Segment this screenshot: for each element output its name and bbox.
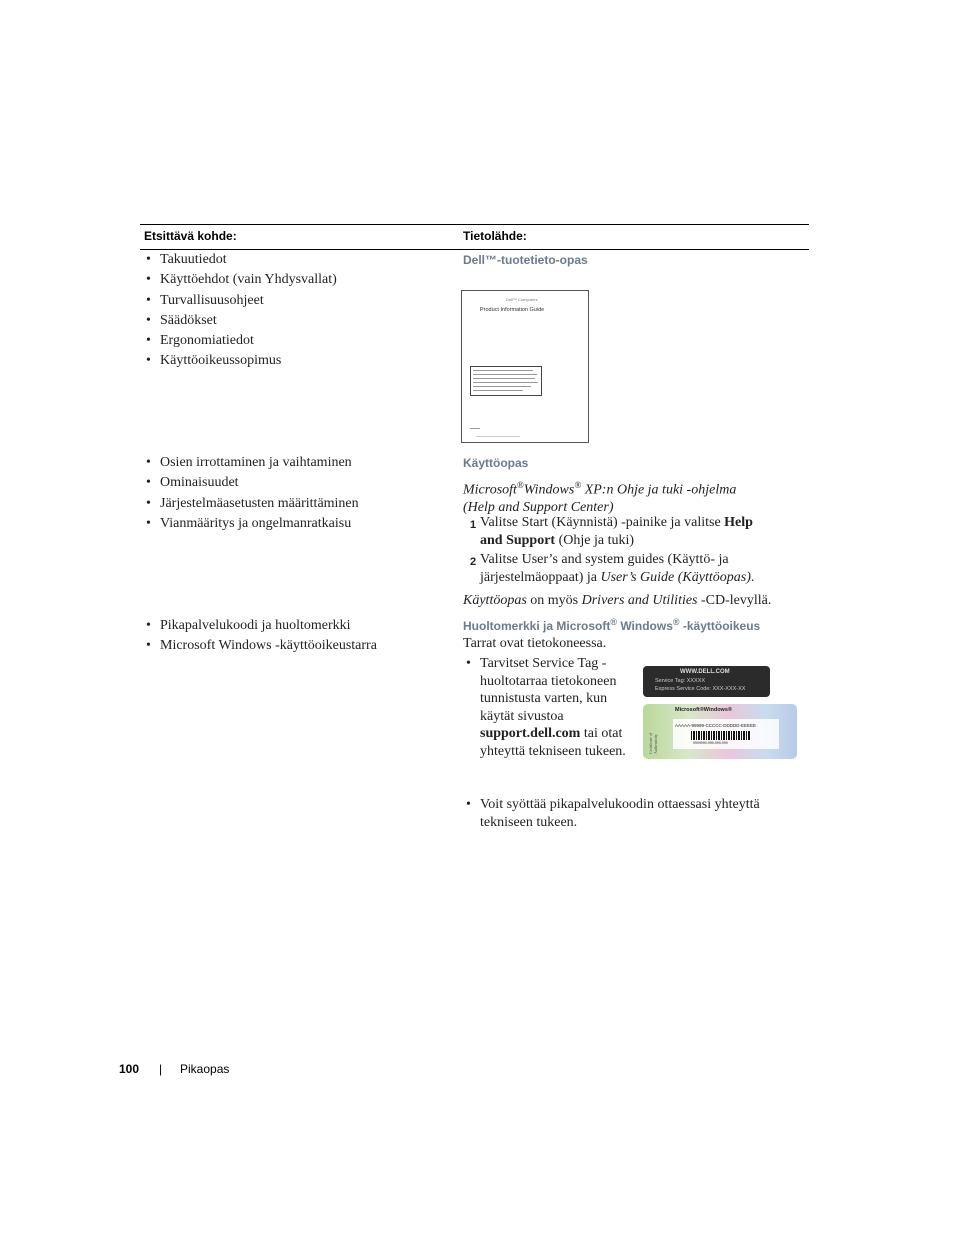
list-item: • Turvallisuusohjeet (144, 291, 337, 311)
table-top-rule (140, 224, 809, 225)
express-code-bullet: • Voit syöttää pikapalvelukoodin ottaessasi yhteyttä tekniseen tukeen. (466, 797, 760, 830)
service-tag-label-image: WWW.DELL.COM Service Tag: XXXXX Express Service Code: XXX-XXX-XX (643, 666, 770, 697)
row2-source-title: Käyttöopas (463, 456, 529, 470)
step2-number: 2 (470, 556, 477, 568)
header-col2: Tietolähde: (463, 229, 527, 243)
barcode (691, 731, 751, 740)
list-item: • Microsoft Windows -käyttöoikeustarra (144, 636, 377, 656)
list-item: • Käyttöoikeussopimus (144, 351, 337, 371)
page-number: 100 (119, 1062, 140, 1076)
list-item: • Vianmääritys ja ongelmanratkaisu (144, 514, 359, 534)
windows-coa-label-image: Certificate of Authenticity Microsoft®Windows® AAAAA-99999-CCCCC-DDDDD-EEEEE 9999999-999-999-999 (643, 704, 797, 759)
list-item: • Osien irrottaminen ja vaihtaminen (144, 453, 359, 473)
footer-title: Pikaopas (180, 1062, 230, 1076)
labels-intro: Tarrat ovat tietokoneessa. (463, 636, 607, 651)
row1-items (144, 250, 337, 372)
guide-warning-box (470, 366, 542, 396)
help-center-title: Microsoft®Windows® XP:n Ohje ja tuki -ohjelma (Help and Support Center) (463, 480, 737, 516)
list-item: • Säädökset (144, 311, 337, 331)
footer-separator: | (159, 1062, 163, 1076)
step2-text: Valitse User’s and system guides (Käyttö- ja järjestelmäoppaat) ja User’s Guide (Käyttöopas). (480, 552, 755, 585)
service-tag-bullet: • Tarvitset Service Tag -huoltotarraa tietokoneen tunnistusta varten, kun käytät sivustoa support.dell.com tai otat yhteyttä tekniseen tukeen. (466, 656, 626, 759)
list-item: • Ergonomiatiedot (144, 331, 337, 351)
cd-note: Käyttöopas on myös Drivers and Utilities -CD-levyllä. (463, 593, 772, 608)
guide-title: Product Information Guide (480, 307, 545, 313)
list-item: • Takuutiedot (144, 250, 337, 270)
header-col1: Etsittävä kohde: (144, 229, 237, 243)
list-item: • Käyttöehdot (vain Yhdysvallat) (144, 270, 337, 290)
row2-items (144, 453, 359, 534)
row3-items (144, 616, 377, 657)
product-guide-image (461, 290, 589, 443)
row1-source-title: Dell™-tuotetieto-opas (463, 253, 588, 267)
step1-number: 1 (470, 519, 477, 531)
list-item: • Pikapalvelukoodi ja huoltomerkki (144, 616, 377, 636)
guide-brand: Dell™ Computers (506, 297, 538, 302)
list-item: • Ominaisuudet (144, 473, 359, 493)
list-item: • Järjestelmäasetusten määrittäminen (144, 494, 359, 514)
step1-text: Valitse Start (Käynnistä) -painike ja valitse Help and Support (Ohje ja tuki) (480, 515, 753, 548)
row3-source-title: Huoltomerkki ja Microsoft® Windows® -käyttöoikeus (463, 617, 761, 633)
